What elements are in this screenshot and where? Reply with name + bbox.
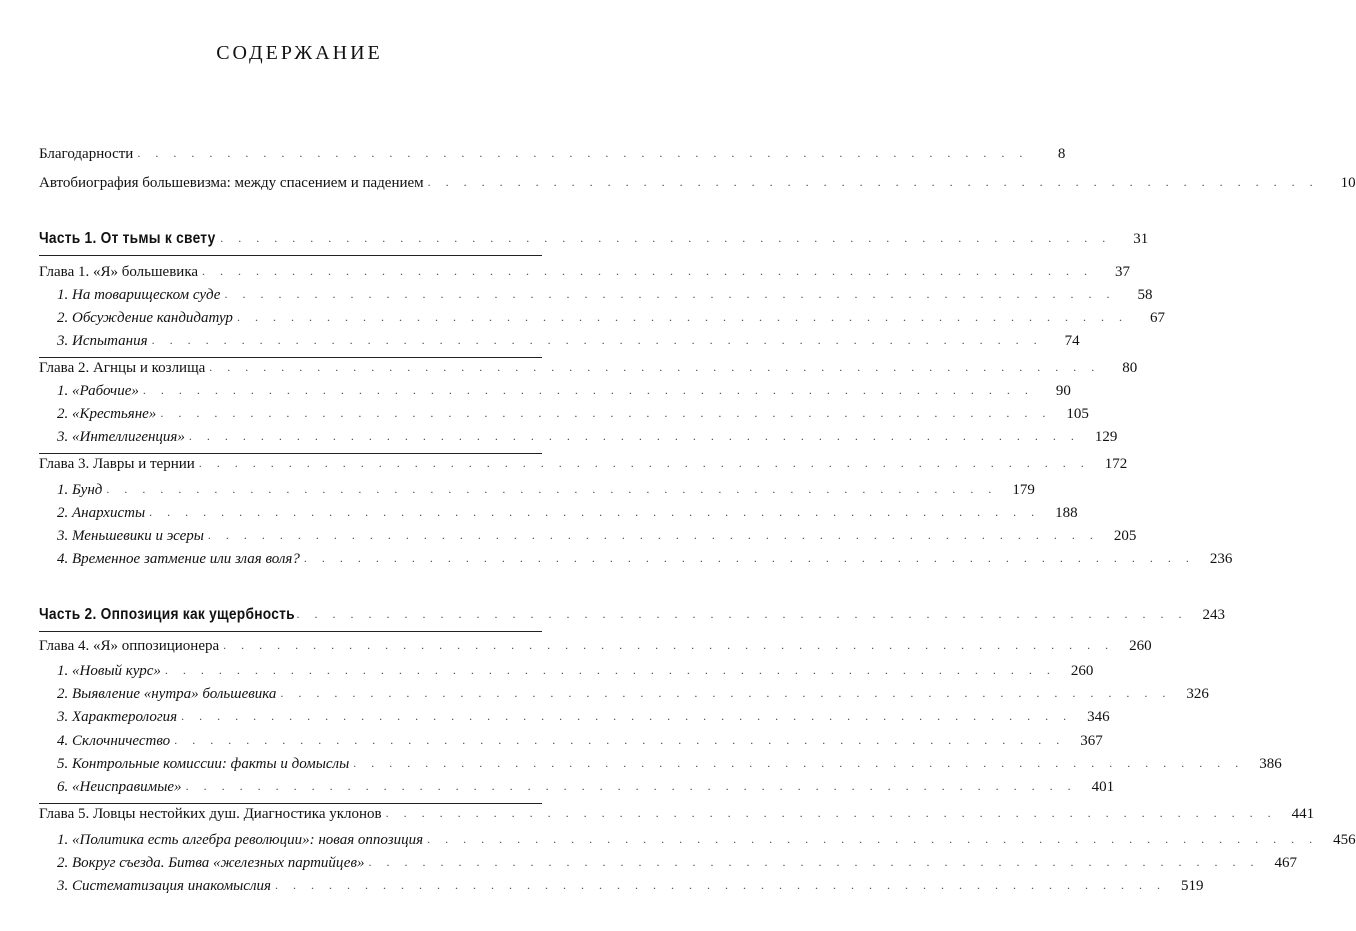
toc-subsection[interactable] (57, 528, 1137, 550)
toc-entry-page: 386 (1259, 756, 1282, 772)
toc-entry-page: 456 (1333, 832, 1356, 848)
dot-leader: .................................................. (174, 733, 1075, 747)
toc-entry-page: 326 (1186, 686, 1209, 702)
toc-chapter[interactable] (39, 638, 1152, 660)
toc-part-heading[interactable] (39, 606, 1226, 628)
dot-leader: .................................................. (160, 406, 1061, 420)
toc-chapter[interactable] (39, 264, 1131, 286)
dot-leader: .................................................. (385, 806, 1286, 820)
dot-leader: .................................................. (137, 146, 1038, 160)
toc-entry-page: 58 (1137, 287, 1153, 303)
toc-entry[interactable] (39, 146, 1066, 168)
toc-part-title: Часть 2. Оппозиция как ущербность (39, 606, 295, 623)
toc-subsection[interactable] (57, 310, 1165, 332)
toc-chapter-title: Глава 4. «Я» оппозиционера (39, 638, 220, 654)
dot-leader: .................................................. (209, 360, 1110, 374)
dot-leader: .................................................. (303, 551, 1204, 565)
toc-subsection[interactable] (57, 733, 1103, 755)
toc-subsection[interactable] (57, 429, 1118, 451)
toc-subsection[interactable] (57, 756, 1282, 778)
toc-subsection-title: 3. Характерология (57, 709, 178, 725)
toc-chapter-title: Глава 5. Ловцы нестойких душ. Диагностика уклонов (39, 806, 382, 822)
toc-chapter[interactable] (39, 456, 1128, 478)
toc-subsection-title: 3. Систематизация инакомыслия (57, 878, 271, 894)
dot-leader: .................................................. (223, 638, 1124, 652)
toc-subsection-title: 1. «Новый курс» (57, 663, 161, 679)
toc-chapter[interactable] (39, 806, 1315, 828)
toc-entry-page: 31 (1133, 231, 1149, 247)
dot-leader: .................................................. (236, 310, 1137, 324)
dot-leader: .................................................. (149, 505, 1050, 519)
toc-entry-page: 37 (1115, 264, 1131, 280)
dot-leader: .................................................. (427, 832, 1328, 846)
toc-entry-page: 74 (1064, 333, 1080, 349)
dot-leader: .................................................. (353, 756, 1254, 770)
dot-leader: .................................................. (181, 709, 1082, 723)
toc-entry-page: 90 (1055, 383, 1071, 399)
toc-entry-page: 401 (1091, 779, 1115, 795)
dot-leader: .................................................. (185, 779, 1086, 793)
page-title: СОДЕРЖАНИЕ (216, 42, 383, 64)
toc-subsection[interactable] (57, 333, 1080, 355)
toc-subsection[interactable] (57, 779, 1115, 801)
dot-leader: .................................................. (296, 607, 1197, 621)
toc-subsection-title: 3. «Интеллигенция» (57, 429, 185, 445)
toc-subsection[interactable] (57, 551, 1233, 573)
dot-leader: .................................................. (368, 855, 1269, 869)
dot-leader: .................................................. (427, 175, 1328, 189)
dot-leader: .................................................. (188, 429, 1089, 443)
toc-entry-page: 260 (1129, 638, 1152, 654)
toc-subsection[interactable] (57, 406, 1089, 428)
toc-entry-page: 129 (1094, 429, 1118, 445)
toc-part-heading[interactable] (39, 230, 1149, 252)
toc-entry[interactable] (39, 175, 1356, 197)
toc-subsection-title: 4. Временное затмение или злая воля? (57, 551, 300, 567)
toc-chapter-title: Глава 3. Лавры и тернии (39, 456, 195, 472)
dot-leader: .................................................. (220, 231, 1121, 245)
toc-entry-page: 346 (1087, 709, 1110, 725)
toc-entry-title: Автобиография большевизма: между спасением и падением (39, 175, 424, 191)
toc-entry-page: 367 (1080, 733, 1103, 749)
dot-leader: .................................................. (198, 456, 1099, 470)
dot-leader: .................................................. (106, 482, 1007, 496)
toc-entry-page: 10 (1340, 175, 1356, 191)
toc-subsection[interactable] (57, 709, 1110, 731)
toc-subsection-title: 2. «Крестьяне» (57, 406, 157, 422)
divider (39, 453, 542, 454)
toc-subsection-title: 2. Обсуждение кандидатур (57, 310, 233, 326)
toc-subsection[interactable] (57, 832, 1356, 854)
toc-subsection-title: 2. Анархисты (57, 505, 146, 521)
toc-subsection[interactable] (57, 287, 1153, 309)
toc-entry-page: 467 (1274, 855, 1297, 871)
toc-entry-page: 179 (1012, 482, 1035, 498)
dot-leader: .................................................. (224, 287, 1125, 301)
dot-leader: .................................................. (202, 264, 1103, 278)
toc-entry-page: 243 (1202, 607, 1226, 623)
toc-subsection-title: 1. «Рабочие» (57, 383, 139, 399)
toc-chapter-title: Глава 2. Агнцы и козлища (39, 360, 206, 376)
toc-chapter-title: Глава 1. «Я» большевика (39, 264, 199, 280)
toc-subsection[interactable] (57, 663, 1094, 685)
dot-leader: .................................................. (274, 878, 1175, 892)
dot-leader: .................................................. (142, 383, 1043, 397)
toc-subsection-title: 2. Выявление «нутра» большевика (57, 686, 277, 702)
toc-entry-page: 188 (1055, 505, 1078, 521)
divider (39, 803, 542, 804)
toc-entry-title: Благодарности (39, 146, 134, 162)
toc-part-title: Часть 1. От тьмы к свету (39, 230, 216, 247)
dot-leader: .................................................. (164, 663, 1065, 677)
dot-leader: .................................................. (280, 686, 1181, 700)
toc-entry-page: 80 (1122, 360, 1138, 376)
toc-subsection-title: 4. Склочничество (57, 733, 171, 749)
dot-leader: .................................................. (207, 528, 1108, 542)
toc-entry-page: 172 (1104, 456, 1128, 472)
divider (39, 255, 542, 256)
toc-subsection[interactable] (57, 878, 1204, 900)
toc-subsection[interactable] (57, 383, 1071, 405)
toc-entry-page: 8 (1057, 146, 1066, 162)
toc-subsection-title: 6. «Неисправимые» (57, 779, 182, 795)
toc-entry-page: 105 (1066, 406, 1089, 422)
toc-subsection-title: 1. «Политика есть алгебра революции»: новая оппозиция (57, 832, 424, 848)
toc-subsection-title: 5. Контрольные комиссии: факты и домыслы (57, 756, 350, 772)
toc-subsection[interactable] (57, 505, 1078, 527)
toc-entry-page: 441 (1291, 806, 1315, 822)
divider (39, 631, 542, 632)
toc-entry-page: 67 (1149, 310, 1165, 326)
toc-entry-page: 260 (1070, 663, 1094, 679)
toc-entry-page: 236 (1209, 551, 1233, 567)
toc-entry-page: 205 (1113, 528, 1137, 544)
toc-subsection-title: 1. Бунд (57, 482, 103, 498)
divider (39, 357, 542, 358)
toc-subsection-title: 3. Меньшевики и эсеры (57, 528, 204, 544)
toc-subsection-title: 1. На товарищеском суде (57, 287, 221, 303)
toc-chapter[interactable] (39, 360, 1138, 382)
toc-subsection-title: 2. Вокруг съезда. Битва «железных партийцев» (57, 855, 365, 871)
toc-subsection-title: 3. Испытания (57, 333, 148, 349)
toc-subsection[interactable] (57, 686, 1209, 708)
toc-subsection[interactable] (57, 482, 1035, 504)
toc-entry-page: 519 (1180, 878, 1204, 894)
toc-subsection[interactable] (57, 855, 1297, 877)
dot-leader: .................................................. (151, 333, 1052, 347)
